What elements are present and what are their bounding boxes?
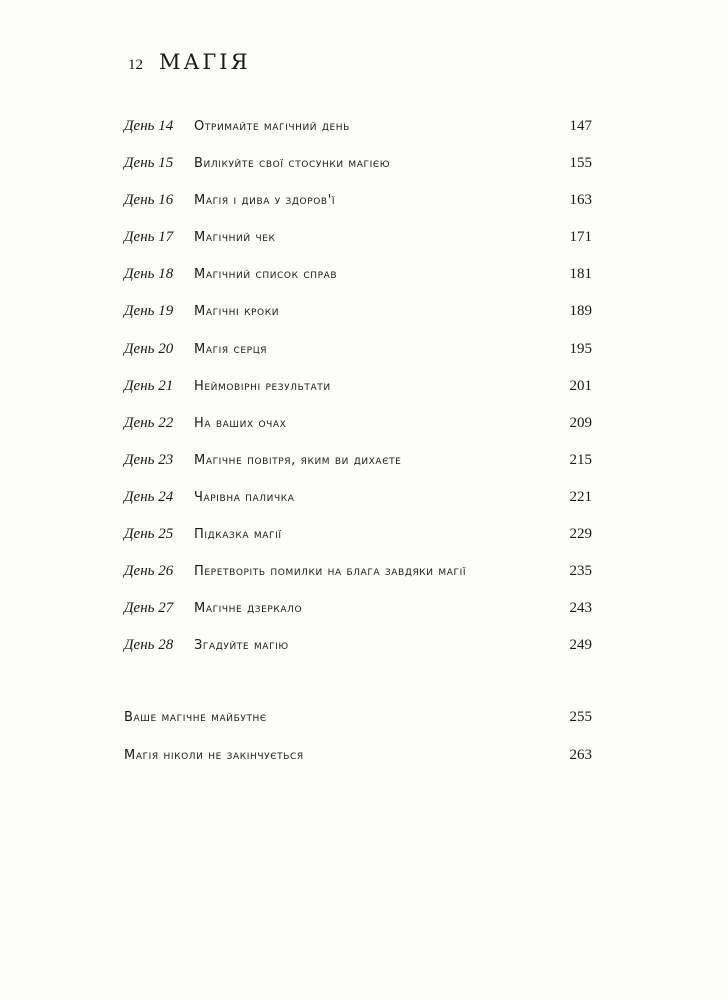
toc-entry-day-14[interactable] — [124, 112, 592, 149]
toc-chapter-title: Магічне повітря, яким ви дихаєте — [194, 452, 402, 468]
toc-entry-day-23[interactable] — [124, 446, 592, 483]
toc-entry-day-20[interactable] — [124, 335, 592, 372]
toc-page-number: 229 — [569, 526, 592, 543]
book-title: МАГІЯ — [159, 50, 251, 74]
toc-entry-day-22[interactable] — [124, 409, 592, 446]
toc-entry-day-18[interactable] — [124, 260, 592, 297]
toc-entry-magic-never-ends[interactable] — [124, 741, 592, 779]
toc-page-number: 235 — [569, 563, 592, 580]
toc-page-number: 195 — [569, 340, 592, 357]
toc-entry-day-25[interactable] — [124, 520, 592, 557]
page-number: 12 — [128, 57, 143, 73]
toc-entry-day-21[interactable] — [124, 372, 592, 409]
toc-page-number: 249 — [569, 637, 592, 654]
toc-page-number: 201 — [569, 377, 592, 394]
toc-page-number: 215 — [569, 451, 592, 468]
toc-chapter-title: Магічні кроки — [194, 304, 280, 320]
toc-day-label: День 17 — [124, 229, 174, 246]
toc-entry-day-17[interactable] — [124, 223, 592, 260]
toc-entry-day-27[interactable] — [124, 594, 592, 631]
toc-page-number: 181 — [569, 266, 592, 283]
toc-chapter-title: На ваших очах — [194, 415, 287, 431]
toc-page-number: 163 — [569, 192, 592, 209]
toc-day-label: День 22 — [124, 414, 174, 431]
running-head — [128, 50, 251, 74]
toc-page-number: 171 — [569, 229, 592, 246]
toc-day-label: День 14 — [124, 118, 174, 134]
toc-entry-day-19[interactable] — [124, 297, 592, 334]
toc-chapter-title: Чарівна паличка — [194, 489, 295, 505]
toc-chapter-title: Перетворіть помилки на блага завдяки магії — [194, 564, 467, 580]
toc-entry-your-magical-future[interactable] — [124, 703, 592, 741]
toc-chapter-title: Підказка магії — [194, 527, 282, 543]
toc-day-label: День 20 — [124, 340, 174, 357]
toc-chapter-title: Магічне дзеркало — [194, 601, 303, 617]
toc-page-number: 263 — [569, 747, 592, 763]
toc-entry-day-24[interactable] — [124, 483, 592, 520]
toc-day-label: День 18 — [124, 266, 174, 283]
table-of-contents — [124, 112, 592, 668]
toc-chapter-title: Магія серця — [194, 341, 268, 357]
toc-page-number: 155 — [569, 155, 592, 172]
toc-chapter-title: Неймовірні результати — [194, 378, 331, 394]
toc-day-label: День 15 — [124, 155, 174, 172]
toc-day-label: День 19 — [124, 303, 174, 320]
toc-chapter-title: Ваше магічне майбутнє — [124, 710, 267, 725]
toc-page-number: 255 — [569, 709, 592, 725]
toc-chapter-title: Магічний список справ — [194, 267, 338, 283]
toc-entry-day-28[interactable] — [124, 631, 592, 668]
toc-page-number: 243 — [569, 600, 592, 617]
toc-entry-day-26[interactable] — [124, 557, 592, 594]
toc-page-number: 189 — [569, 303, 592, 320]
toc-day-label: День 27 — [124, 600, 174, 617]
toc-day-label: День 26 — [124, 563, 174, 580]
toc-chapter-title: Магія ніколи не закінчується — [124, 748, 304, 763]
toc-chapter-title: Вилікуйте свої стосунки магією — [194, 156, 391, 172]
toc-day-label: День 24 — [124, 488, 174, 505]
toc-chapter-title: Отримайте магічний день — [194, 119, 350, 134]
toc-entry-day-15[interactable] — [124, 149, 592, 186]
toc-page-number: 221 — [569, 488, 592, 505]
toc-day-label: День 21 — [124, 377, 174, 394]
toc-chapter-title: Магічний чек — [194, 230, 276, 246]
toc-day-label: День 23 — [124, 451, 174, 468]
toc-page-number: 147 — [569, 118, 592, 134]
toc-entry-day-16[interactable] — [124, 186, 592, 223]
toc-day-label: День 16 — [124, 192, 174, 209]
table-of-contents-back-matter — [124, 703, 592, 779]
toc-chapter-title: Магія і дива у здоров'ї — [194, 193, 336, 209]
toc-page-number: 209 — [569, 414, 592, 431]
toc-day-label: День 25 — [124, 526, 174, 543]
toc-chapter-title: Згадуйте магію — [194, 638, 289, 654]
toc-day-label: День 28 — [124, 637, 174, 654]
